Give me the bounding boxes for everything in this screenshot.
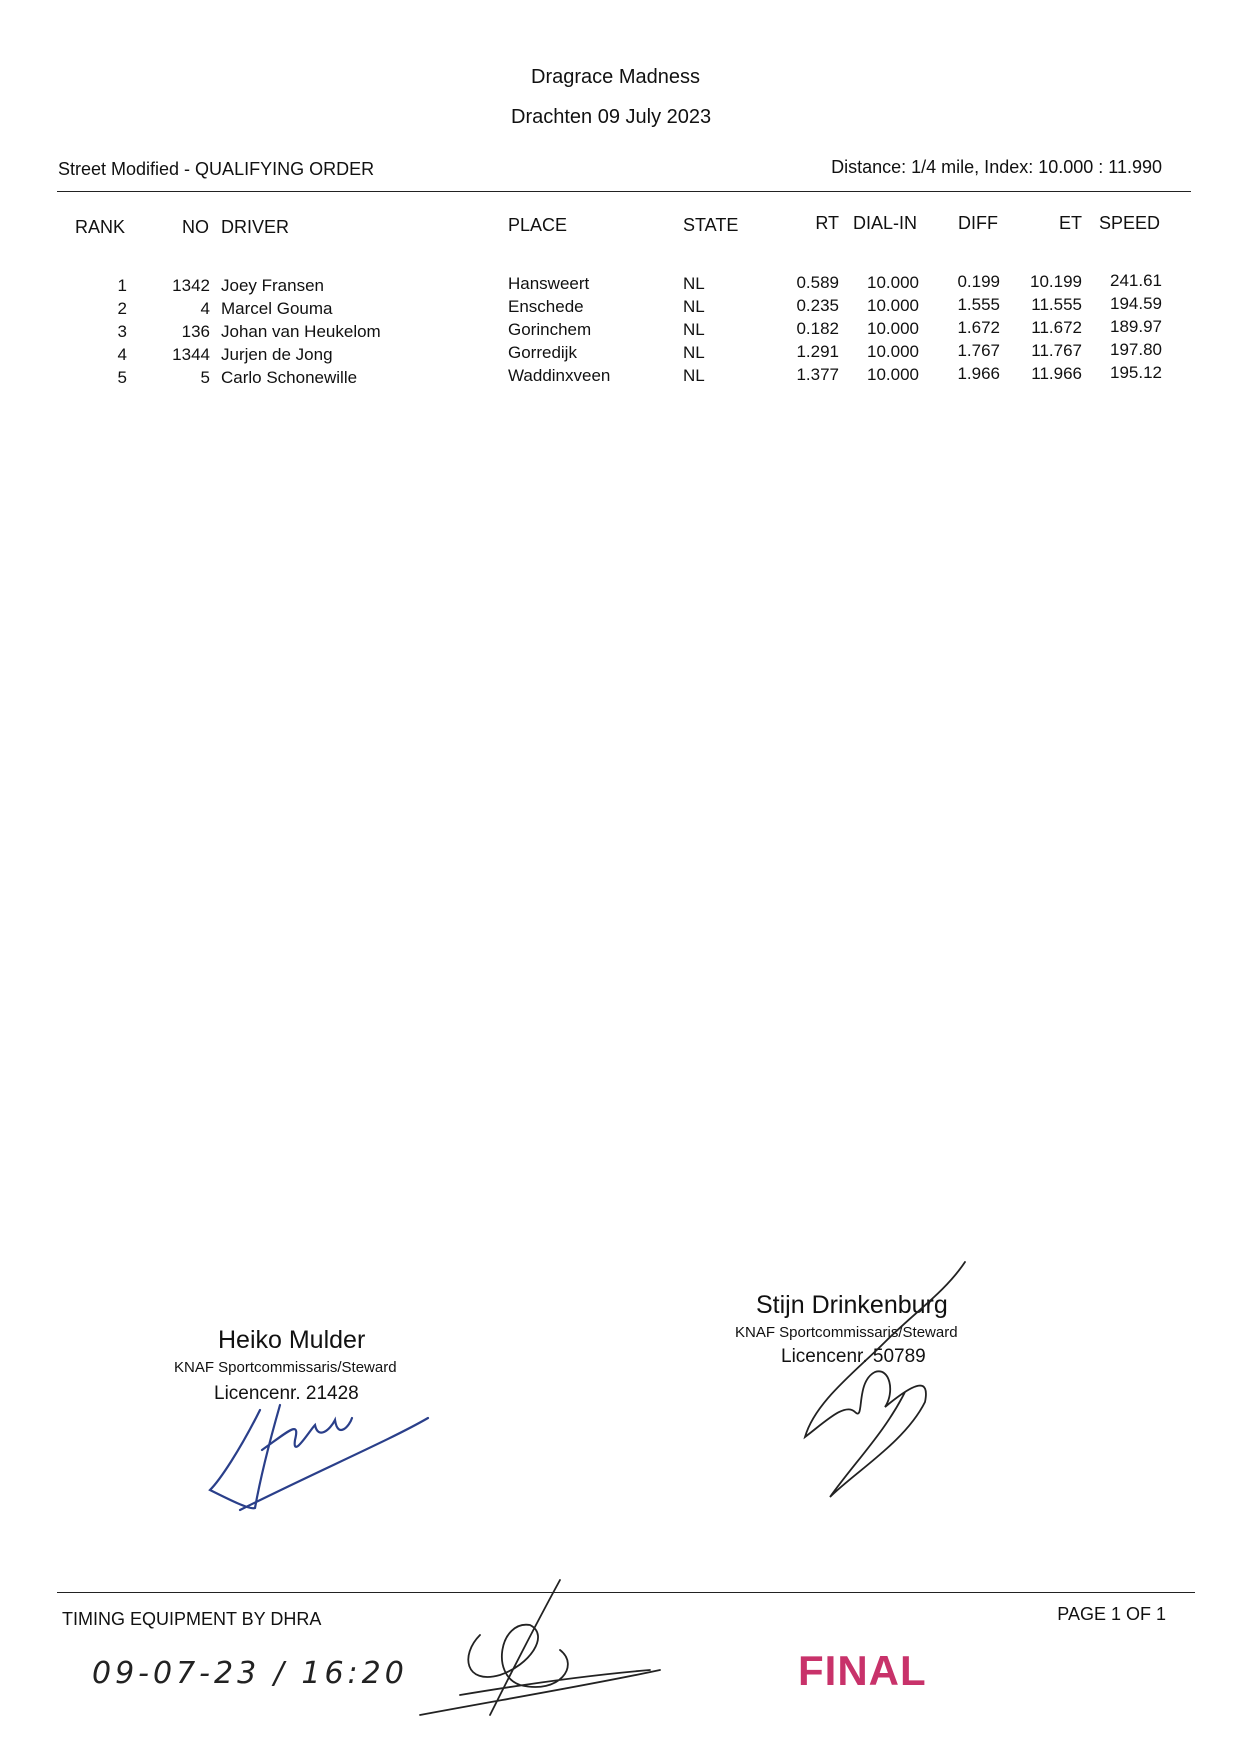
driver-cell: Marcel Gouma (221, 299, 333, 318)
et-cell: 11.555 (1031, 295, 1082, 314)
steward-name: Heiko Mulder (218, 1326, 366, 1354)
event-subtitle: Drachten 09 July 2023 (511, 106, 712, 128)
rt-cell: 1.291 (796, 342, 839, 361)
no-cell: 4 (200, 299, 210, 318)
diff-cell: 0.199 (957, 272, 1000, 291)
rank-cell: 5 (117, 368, 127, 387)
speed-cell: 195.12 (1110, 363, 1162, 382)
final-stamp: FINAL (798, 1647, 927, 1694)
place-cell: Gorinchem (508, 320, 592, 339)
rank-cell: 3 (117, 322, 127, 341)
diff-cell: 1.767 (957, 341, 1000, 360)
state-cell: NL (683, 343, 705, 362)
dial-in-cell: 10.000 (867, 273, 919, 292)
speed-cell: 189.97 (1110, 317, 1162, 336)
no-cell: 136 (181, 322, 210, 341)
rt-cell: 0.589 (796, 273, 839, 292)
signature-footer (420, 1575, 680, 1725)
no-cell: 5 (200, 368, 210, 387)
steward-name: Stijn Drinkenburg (756, 1291, 948, 1319)
speed-cell: 197.80 (1110, 340, 1162, 359)
col-rank: RANK (75, 217, 126, 237)
steward-role: KNAF Sportcommissaris/Steward (174, 1359, 397, 1376)
driver-cell: Carlo Schonewille (221, 368, 358, 387)
col-et: ET (1058, 213, 1082, 233)
speed-cell: 194.59 (1110, 294, 1162, 313)
col-no: NO (182, 217, 209, 237)
dial-in-cell: 10.000 (867, 319, 919, 338)
col-driver: DRIVER (221, 217, 290, 237)
col-place: PLACE (508, 215, 568, 235)
header-rule (57, 191, 1191, 192)
rank-cell: 4 (117, 345, 127, 364)
class-line: Street Modified - QUALIFYING ORDER (58, 159, 375, 179)
driver-cell: Jurjen de Jong (221, 345, 333, 364)
rt-cell: 1.377 (796, 365, 839, 384)
distance-line: Distance: 1/4 mile, Index: 10.000 : 11.990 (831, 157, 1162, 177)
diff-cell: 1.672 (957, 318, 1000, 337)
place-cell: Enschede (508, 297, 584, 316)
state-cell: NL (683, 320, 705, 339)
dial-in-cell: 10.000 (867, 296, 919, 315)
speed-cell: 241.61 (1110, 271, 1162, 290)
no-cell: 1342 (172, 276, 210, 295)
event-title: Dragrace Madness (531, 66, 700, 88)
rank-cell: 2 (117, 299, 127, 318)
rank-cell: 1 (117, 276, 127, 295)
col-state: STATE (683, 215, 739, 235)
dial-in-cell: 10.000 (867, 365, 919, 384)
dial-in-cell: 10.000 (867, 342, 919, 361)
driver-cell: Johan van Heukelom (221, 322, 381, 341)
rt-cell: 0.182 (796, 319, 839, 338)
steward-licence: Licencenr. 50789 (781, 1346, 926, 1367)
steward-licence: Licencenr. 21428 (214, 1383, 359, 1404)
place-cell: Hansweert (508, 274, 590, 293)
page-indicator: PAGE 1 OF 1 (1057, 1604, 1166, 1624)
col-dial-in: DIAL-IN (853, 213, 918, 233)
et-cell: 11.767 (1031, 341, 1082, 360)
col-speed: SPEED (1099, 213, 1161, 233)
signature-stijn-drinkenburg (795, 1262, 985, 1502)
state-cell: NL (683, 274, 705, 293)
state-cell: NL (683, 297, 705, 316)
signature-heiko-mulder (200, 1390, 440, 1520)
timing-credit: TIMING EQUIPMENT BY DHRA (62, 1609, 322, 1629)
col-diff: DIFF (958, 213, 998, 233)
col-rt: RT (815, 213, 839, 233)
diff-cell: 1.966 (957, 364, 1000, 383)
et-cell: 11.672 (1031, 318, 1082, 337)
et-cell: 11.966 (1031, 364, 1082, 383)
et-cell: 10.199 (1030, 272, 1082, 291)
place-cell: Waddinxveen (508, 366, 611, 385)
no-cell: 1344 (172, 345, 210, 364)
state-cell: NL (683, 366, 705, 385)
steward-role: KNAF Sportcommissaris/Steward (735, 1324, 958, 1341)
driver-cell: Joey Fransen (221, 276, 324, 295)
handwritten-date: 09-07-23 / 16:20 (92, 1656, 408, 1691)
diff-cell: 1.555 (957, 295, 1000, 314)
place-cell: Gorredijk (508, 343, 577, 362)
rt-cell: 0.235 (796, 296, 839, 315)
